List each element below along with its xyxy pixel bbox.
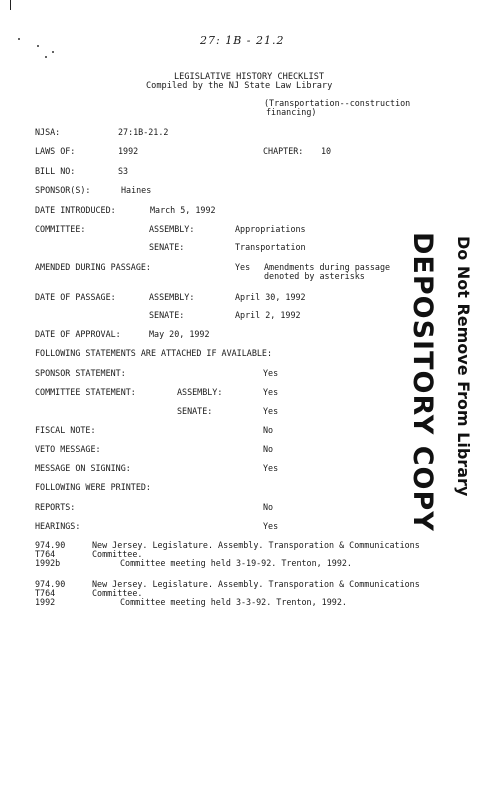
following-statements-heading: FOLLOWING STATEMENTS ARE ATTACHED IF AVAILABLE: [35, 348, 272, 358]
njsa-value: 27:1B-21.2 [118, 127, 169, 137]
call-number: T764 [35, 588, 56, 598]
amended-note: Amendments during passage [264, 262, 391, 272]
passage-senate-label: SENATE: [149, 310, 185, 320]
committee-label: COMMITTEE: [35, 224, 86, 234]
scan-mark [10, 0, 11, 10]
fiscal-note-label: FISCAL NOTE: [35, 425, 96, 435]
call-number: 974.90 [35, 579, 66, 589]
committee-senate-label: SENATE: [149, 242, 185, 252]
cs-senate-label: SENATE: [177, 406, 213, 416]
amended-value: Yes [235, 262, 251, 272]
chapter-label: CHAPTER: [263, 146, 304, 156]
cs-senate-value: Yes [263, 406, 279, 416]
introduced-label: DATE INTRODUCED: [35, 205, 116, 215]
reference-text: Committee meeting held 3-3-92. Trenton, 1992. [120, 597, 347, 607]
page-subtitle: Compiled by the NJ State Law Library [146, 81, 333, 91]
hearings-label: HEARINGS: [35, 521, 81, 531]
reference-text: Committee meeting held 3-19-92. Trenton, 1992. [120, 558, 352, 568]
signing-message-label: MESSAGE ON SIGNING: [35, 463, 131, 473]
description: (Transportation--construction [264, 98, 411, 108]
committee-senate-value: Transportation [235, 242, 306, 252]
veto-message-value: No [263, 444, 274, 454]
scan-mark [37, 45, 39, 47]
following-printed-heading: FOLLOWING WERE PRINTED: [35, 482, 151, 492]
cs-assembly-label: ASSEMBLY: [177, 387, 223, 397]
approval-value: May 20, 1992 [149, 329, 210, 339]
passage-senate-value: April 2, 1992 [235, 310, 301, 320]
scan-mark [52, 51, 54, 53]
reports-value: No [263, 502, 274, 512]
committee-assembly-label: ASSEMBLY: [149, 224, 195, 234]
fiscal-note-value: No [263, 425, 274, 435]
reference-text: New Jersey. Legislature. Assembly. Transporation & Communications [92, 579, 420, 589]
depository-stamp-subline: Do Not Remove From Library [454, 236, 473, 497]
sponsor-statement-value: Yes [263, 368, 279, 378]
call-number: 1992b [35, 558, 61, 568]
passage-assembly-value: April 30, 1992 [235, 292, 306, 302]
passage-assembly-label: ASSEMBLY: [149, 292, 195, 302]
bill-value: S3 [118, 166, 129, 176]
bill-label: BILL NO: [35, 166, 76, 176]
passage-label: DATE OF PASSAGE: [35, 292, 116, 302]
scan-mark [18, 38, 20, 40]
reports-label: REPORTS: [35, 502, 76, 512]
scan-mark [45, 56, 47, 58]
depository-stamp: DEPOSITORY COPY [407, 232, 438, 532]
approval-label: DATE OF APPROVAL: [35, 329, 121, 339]
committee-assembly-value: Appropriations [235, 224, 306, 234]
description: financing) [266, 107, 317, 117]
handwritten-number: 27: 1B - 21.2 [200, 34, 285, 47]
sponsor-value: Haines [121, 185, 152, 195]
introduced-value: March 5, 1992 [150, 205, 216, 215]
call-number: 1992 [35, 597, 56, 607]
committee-statement-label: COMMITTEE STATEMENT: [35, 387, 136, 397]
njsa-label: NJSA: [35, 127, 61, 137]
reference-text: Committee. [92, 588, 143, 598]
laws-label: LAWS OF: [35, 146, 76, 156]
call-number: T764 [35, 549, 56, 559]
chapter-value: 10 [321, 146, 332, 156]
reference-text: Committee. [92, 549, 143, 559]
reference-text: New Jersey. Legislature. Assembly. Transporation & Communications [92, 540, 420, 550]
page-title: LEGISLATIVE HISTORY CHECKLIST [174, 72, 325, 82]
cs-assembly-value: Yes [263, 387, 279, 397]
sponsor-label: SPONSOR(S): [35, 185, 91, 195]
call-number: 974.90 [35, 540, 66, 550]
hearings-value: Yes [263, 521, 279, 531]
amended-note: denoted by asterisks [264, 271, 365, 281]
signing-message-value: Yes [263, 463, 279, 473]
veto-message-label: VETO MESSAGE: [35, 444, 101, 454]
sponsor-statement-label: SPONSOR STATEMENT: [35, 368, 126, 378]
laws-value: 1992 [118, 146, 139, 156]
amended-label: AMENDED DURING PASSAGE: [35, 262, 151, 272]
